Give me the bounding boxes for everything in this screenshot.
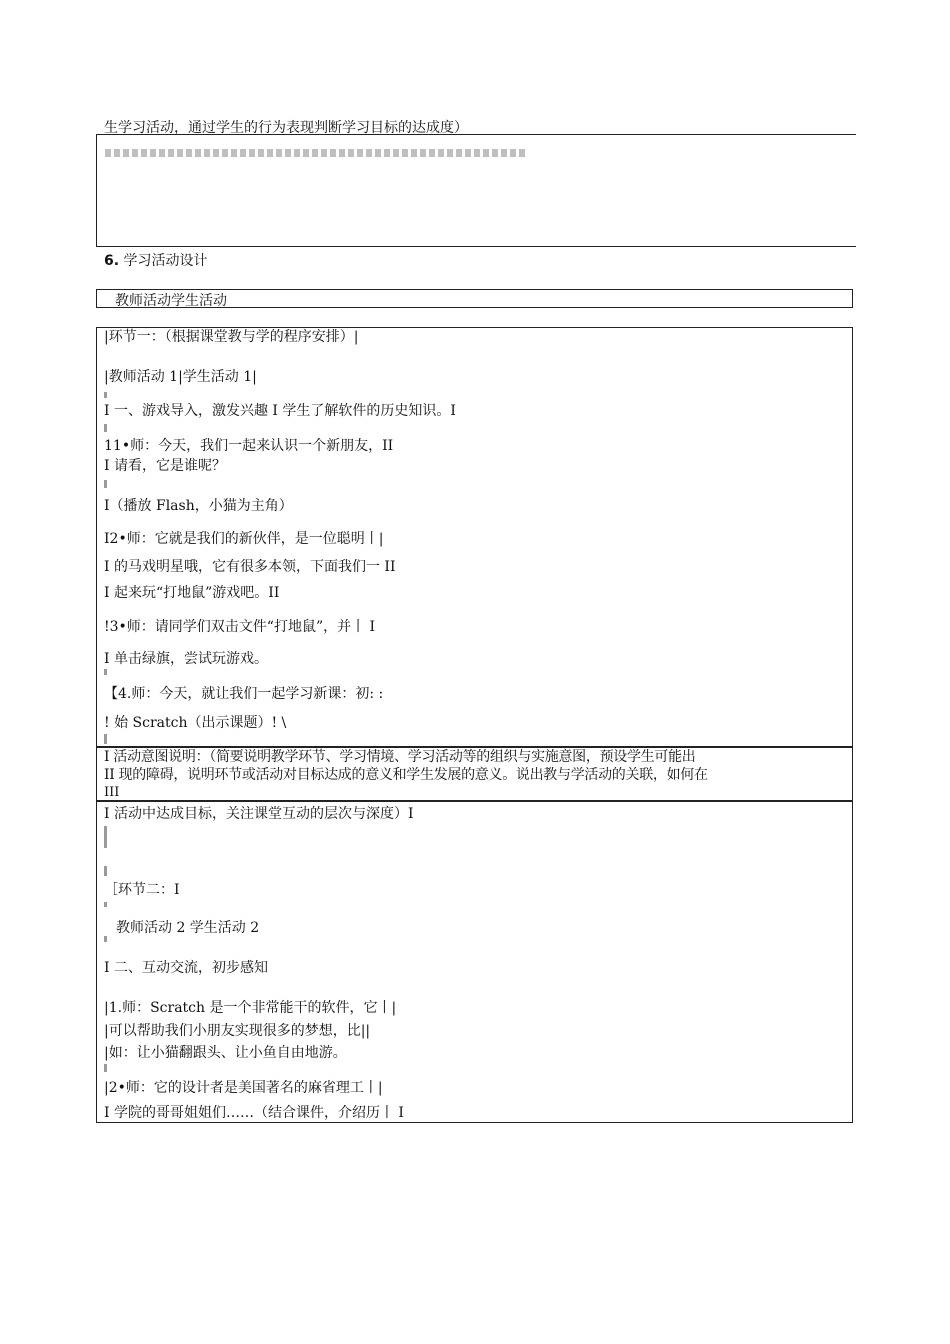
segment-one-title: |环节一：（根据课堂教与学的程序安排）| (104, 329, 359, 345)
segment-one-line: I（播放 Flash，小猫为主角） (104, 498, 293, 514)
segment-one-line: 【4.师：今天，就让我们一起学习新课：初: : (104, 686, 384, 702)
segment-two-line: |可以帮助我们小朋友实现很多的梦想，比|| (104, 1023, 371, 1039)
top-text: 生学习活动，通过学生的行为表现判断学习目标的达成度） (104, 120, 468, 136)
segment-two-line: |1.师：Scratch 是一个非常能干的软件，它丨| (104, 1000, 397, 1016)
segment-one-line: I 的马戏明星哦，它有很多本领，下面我们一 II (104, 559, 396, 575)
segment-two-line: I 二、互动交流，初步感知 (104, 960, 268, 976)
segment-one-line: 11•师：今天，我们一起来认识一个新朋友，II (104, 438, 394, 454)
segment-two-labels: 教师活动 2 学生活动 2 (116, 920, 260, 936)
scan-mark (104, 936, 107, 942)
intent-line: II 现的障碍，说明环节或活动对目标达成的意义和学生发展的意义。说出教与学活动的关联，如何在 (104, 767, 708, 783)
scan-mark (104, 902, 107, 907)
intent-line: I 活动意图说明：（简要说明教学环节、学习情境、学习活动等的组织与实施意图，预设学生可能出 (104, 749, 696, 765)
segment-one-line: I2•师：它就是我们的新伙伴，是一位聪明丨| (104, 531, 384, 547)
scan-mark (104, 734, 107, 744)
scan-mark (104, 1064, 107, 1072)
segment-one-line: I 一、游戏导入，激发兴趣 I 学生了解软件的历史知识。I (104, 403, 456, 419)
segment-one-line: !3•师：请同学们双击文件“打地鼠”，并丨 I (104, 619, 376, 635)
scan-mark (104, 669, 107, 675)
section-heading-number: 6. (104, 253, 120, 269)
segment-two-title: ［环节二：I (104, 882, 180, 898)
segment-one-line: I 请看，它是谁呢？ (104, 458, 226, 474)
segment-one-line: ! 始 Scratch（出示课题）! \ (104, 715, 287, 731)
assessment-box (96, 134, 856, 247)
header-row-text: 教师活动学生活动 (115, 293, 227, 309)
section-heading-text: 学习活动设计 (123, 253, 208, 269)
scan-mark (104, 480, 107, 488)
scan-mark (104, 424, 107, 432)
segment-one-line: I 起来玩“打地鼠”游戏吧。II (104, 585, 280, 601)
scan-mark (104, 392, 107, 398)
segment-one-line: I 单击绿旗，尝试玩游戏。 (104, 651, 268, 667)
segment-one-labels: |教师活动 1|学生活动 1| (104, 369, 257, 385)
scanned-text-fragment (105, 149, 525, 157)
segment-two-line: I 学院的哥哥姐姐们……（结合课件，介绍历丨 I (104, 1105, 404, 1121)
intent-continuation: I 活动中达成目标，关注课堂互动的层次与深度）I (104, 806, 414, 822)
scan-mark (104, 866, 107, 876)
intent-line: III (104, 785, 120, 800)
scan-mark (104, 826, 107, 848)
segment-two-line: |如：让小猫翻跟头、让小鱼自由地游。 (104, 1045, 347, 1061)
section-heading (104, 250, 208, 270)
activity-header-row (96, 289, 853, 308)
segment-two-line: |2•师：它的设计者是美国著名的麻省理工丨| (104, 1080, 383, 1096)
